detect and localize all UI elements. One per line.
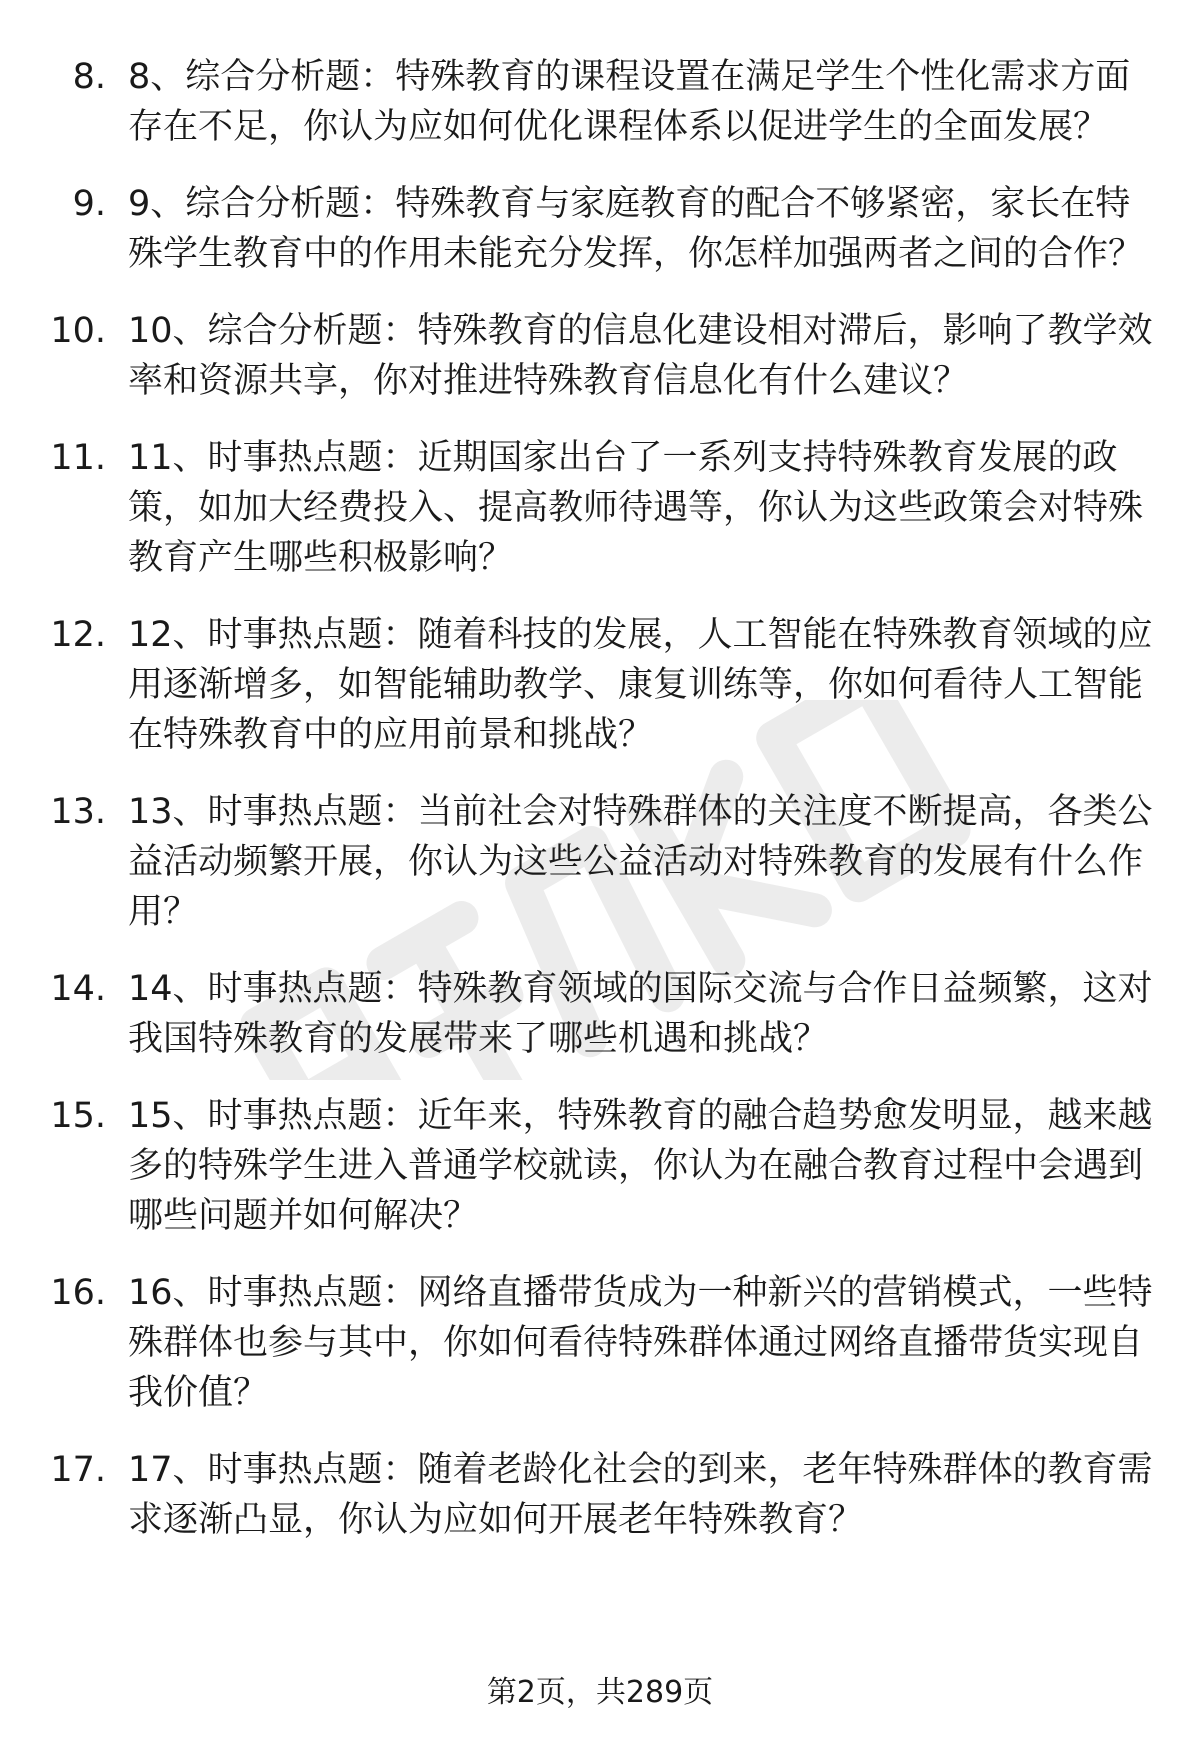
question-text: 14、时事热点题：特殊教育领域的国际交流与合作日益频繁，这对我国特殊教育的发展带来了哪些机遇和挑战？ xyxy=(128,969,1153,1059)
question-text: 10、综合分析题：特殊教育的信息化建设相对滞后，影响了教学效率和资源共享，你对推进特殊教育信息化有什么建议？ xyxy=(128,311,1153,401)
list-item xyxy=(0,1268,1200,1418)
list-item xyxy=(0,610,1200,760)
question-number: 12. xyxy=(50,615,106,655)
question-number: 10. xyxy=(50,311,106,351)
list-item xyxy=(0,52,1200,152)
question-text: 9、综合分析题：特殊教育与家庭教育的配合不够紧密，家长在特殊学生教育中的作用未能充分发挥，你怎样加强两者之间的合作？ xyxy=(128,184,1144,274)
question-text: 8、综合分析题：特殊教育的课程设置在满足学生个性化需求方面存在不足，你认为应如何优化课程体系以促进学生的全面发展？ xyxy=(128,57,1131,147)
page-footer: 第2页，共289页 xyxy=(486,1675,714,1710)
list-item xyxy=(0,964,1200,1064)
list-item xyxy=(0,787,1200,937)
question-number: 15. xyxy=(50,1096,106,1136)
list-item xyxy=(0,1445,1200,1545)
question-number: 11. xyxy=(50,438,106,478)
question-number: 14. xyxy=(50,969,106,1009)
question-text: 17、时事热点题：随着老龄化社会的到来，老年特殊群体的教育需求逐渐凸显，你认为应如何开展老年特殊教育？ xyxy=(128,1450,1153,1540)
question-text: 13、时事热点题：当前社会对特殊群体的关注度不断提高，各类公益活动频繁开展，你认为这些公益活动对特殊教育的发展有什么作用？ xyxy=(128,792,1153,932)
question-number: 16. xyxy=(50,1273,106,1313)
question-text: 15、时事热点题：近年来，特殊教育的融合趋势愈发明显，越来越多的特殊学生进入普通学校就读，你认为在融合教育过程中会遇到哪些问题并如何解决？ xyxy=(128,1096,1153,1236)
list-item xyxy=(0,306,1200,406)
list-item xyxy=(0,179,1200,279)
question-number: 8. xyxy=(72,57,106,97)
question-text: 11、时事热点题：近期国家出台了一系列支持特殊教育发展的政策，如加大经费投入、提高教师待遇等，你认为这些政策会对特殊教育产生哪些积极影响？ xyxy=(128,438,1144,578)
question-number: 9. xyxy=(72,184,106,224)
list-item xyxy=(0,1091,1200,1241)
question-list xyxy=(0,52,1200,1572)
question-text: 12、时事热点题：随着科技的发展，人工智能在特殊教育领域的应用逐渐增多，如智能辅助教学、康复训练等，你如何看待人工智能在特殊教育中的应用前景和挑战？ xyxy=(128,615,1153,755)
list-item xyxy=(0,433,1200,583)
question-text: 16、时事热点题：网络直播带货成为一种新兴的营销模式，一些特殊群体也参与其中，你如何看待特殊群体通过网络直播带货实现自我价值？ xyxy=(128,1273,1153,1413)
question-number: 17. xyxy=(50,1450,106,1490)
question-number: 13. xyxy=(50,792,106,832)
